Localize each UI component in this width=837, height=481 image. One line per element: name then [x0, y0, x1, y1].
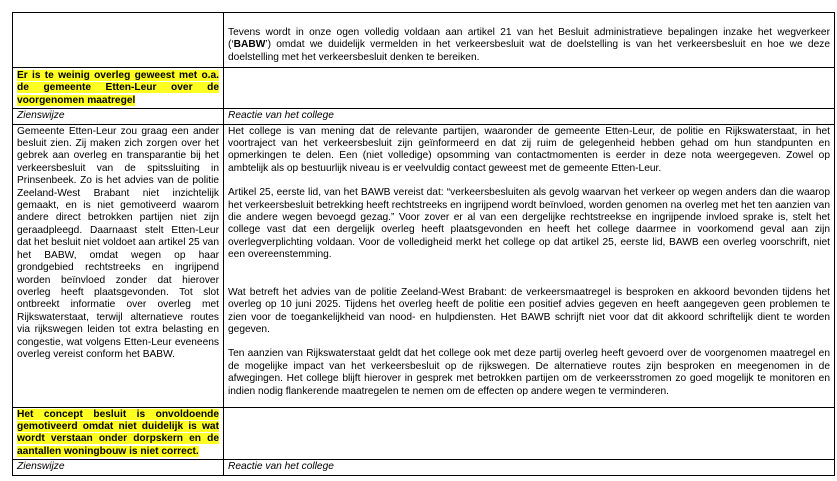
block1-heading: Er is te weinig overleg geweest met o.a. de gemeente Etten-Leur over de voorgenomen maatregel [17, 70, 219, 106]
block1-zienswijze-text: Gemeente Etten-Leur zou graag een ander besluit zien. Zij maken zich zorgen over het gebrek aan overleg en transparantie bij het verkeersbesluit van de spitssluiting in Prinsenbeek. Zo is het advies van de politie Zeeland-West Brabant niet inzichtelijk gemaakt, en is niet gemotiveerd waarom andere direct betrokken partijen niet zijn geraadpleegd. Daarnaast stelt Etten-Leur dat het besluit niet voldoet aan artikel 25 van het BABW, omdat wegen op haar grondgebied rechtstreeks en ingrijpend worden beïnvloed zonder dat hierover overleg heeft plaatsgevonden. Tot slot ontbreekt informatie over overleg met Rijkswaterstaat, terwijl alternatieve routes via rijkswegen leiden tot extra belasting en congestie, wat volgens Etten-Leur eveneens overleg vereist conform het BABW. [13, 124, 224, 407]
block2-heading-empty-cell [224, 407, 835, 460]
reactie-paragraph: Het college is van mening dat de relevante partijen, waaronder de gemeente Etten-Leur, de politie en Rijkswaterstaat, in het voortraject van het verkeersbesluit zijn geïnformeerd en dat zij ruim de gelegenheid hebben gehad om hun standpunten en opmerkingen te delen. Een (niet volledige) opsomming van contactmomenten is eerder in deze nota weergegeven. Zowel op ambtelijk als op bestuurlijk niveau is er veelvuldig contact geweest met de gemeente Etten-Leur. [228, 125, 830, 174]
block1-heading-cell [13, 68, 224, 109]
block2-zienswijze-label: Zienswijze [13, 460, 224, 475]
block1-reactie-cell [224, 124, 835, 407]
block2-heading: Het concept besluit is onvoldoende gemotiveerd omdat niet duidelijk is wat wordt verstaan onder dorpskern en de aantallen woningbouw is niet correct. [17, 408, 219, 457]
zienswijzen-table [12, 12, 835, 476]
reactie-paragraph: Wat betreft het advies van de politie Zeeland-West Brabant: de verkeersmaatregel is besproken en akkoord bevonden tijdens het overleg op 10 juni 2025. Tijdens het overleg heeft de politie een positief advies gegeven en heeft aangegeven geen problemen te zien voor de toegankelijkheid van nood- en hulpdiensten. Het BAWB schrijft niet voor dat dit akkoord schriftelijk dient te worden gegeven. [228, 286, 830, 335]
block1-zienswijze-label: Zienswijze [13, 109, 224, 124]
block2-labels-row [13, 460, 835, 475]
block2-reactie-label: Reactie van het college [224, 460, 835, 475]
block1-content-row [13, 124, 835, 407]
intro-left-cell [13, 13, 224, 68]
block1-labels-row [13, 109, 835, 124]
block1-heading-row [13, 68, 835, 109]
reactie-paragraph: Artikel 25, eerste lid, van het BAWB vereist dat: “verkeersbesluiten als gevolg waarvan het verkeer op wegen anders dan die waarop het verkeersbesluit betrekking heeft rechtstreeks en ingrijpend wordt beïnvloed, worden genomen na overleg met het ten aanzien van die andere wegen bevoegd gezag.” Voor zover er al van een dergelijke rechtstreekse en ingrijpende invloed sprake is, stelt het college vast dat een dergelijk overleg heeft plaatsgevonden en heeft het college daarmee in voorkomend geval aan zijn overlegverplichting voldaan. Voor de volledigheid merkt het college op dat artikel 25, eerste lid, BAWB een overleg voorschrift, niet een overeenstemming. [228, 187, 830, 261]
block2-heading-cell [13, 407, 224, 460]
intro-text-cell [224, 13, 835, 68]
reactie-paragraph: Ten aanzien van Rijkswaterstaat geldt dat het college ook met deze partij overleg heeft gevoerd over de voorgenomen maatregel en de mogelijke impact van het verkeersbesluit op de rijkswegen. De alternatieve routes zijn besproken en meegenomen in de afwegingen. Het college blijft hierover in gesprek met betrokken partijen om de verkeersstromen zo goed mogelijk te monitoren en indien nodig flankerende maatregelen te nemen om de effecten op andere wegen te verminderen. [228, 348, 830, 397]
intro-text-after: ’) omdat we duidelijk vermelden in het verkeersbesluit wat de doelstelling is van het verkeersbesluit en hoe we deze doelstelling met het verkeersbesluit denken te bereiken. [228, 39, 830, 63]
intro-babw-bold: BABW [233, 39, 266, 51]
block2-heading-row [13, 407, 835, 460]
block1-heading-empty-cell [224, 68, 835, 109]
block1-reactie-label: Reactie van het college [224, 109, 835, 124]
intro-text-before: Tevens wordt in onze ogen volledig voldaan aan artikel 21 van het Besluit administratieve bepalingen inzake het wegverkeer (‘ [228, 27, 830, 51]
intro-row [13, 13, 835, 68]
